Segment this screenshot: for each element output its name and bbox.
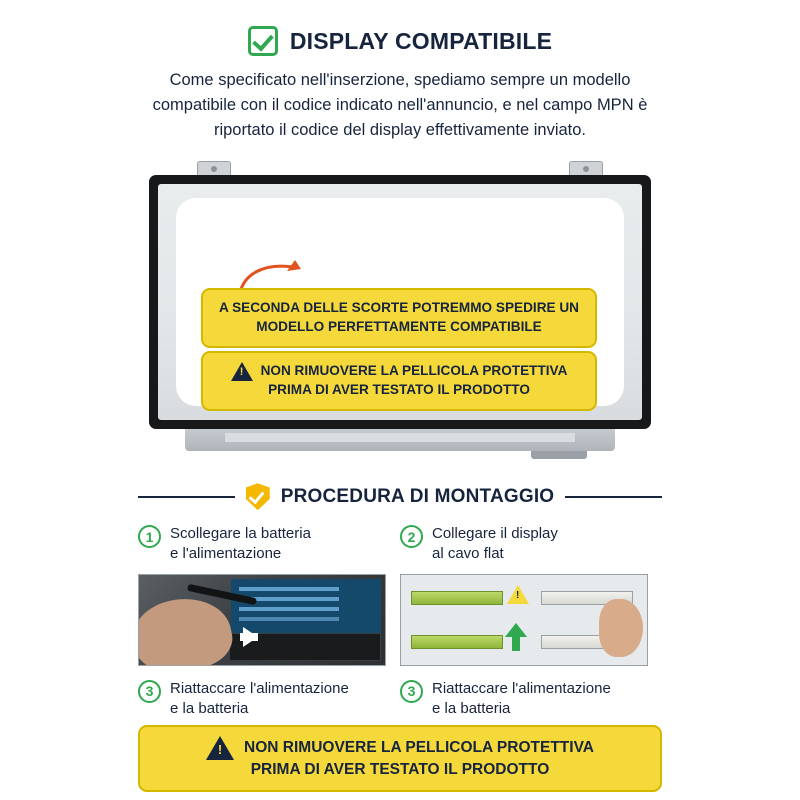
callout-compatible-text: A SECONDA DELLE SCORTE POTREMMO SPEDIRE UN MODELLO PERFETTAMENTE COMPATIBILE: [218, 300, 579, 334]
direction-arrow-icon: [243, 627, 258, 647]
step-line2: al cavo flat: [432, 545, 504, 563]
step-line1: Riattaccare l'alimentazione: [432, 679, 611, 697]
step-number: 1: [138, 525, 161, 548]
hand-graphic: [138, 589, 237, 665]
warning-triangle-icon: [231, 362, 253, 381]
step-line2: e la batteria: [170, 699, 249, 717]
header: [130, 0, 670, 56]
procedure-header: [138, 483, 662, 510]
step-item: [400, 524, 648, 564]
step-line2: e l'alimentazione: [170, 545, 282, 563]
step-line2: e la batteria: [432, 699, 511, 717]
step-number: 3: [138, 680, 161, 703]
warning-triangle-icon: [507, 585, 529, 604]
flat-cable-graphic: [411, 591, 503, 605]
panel-backlight-strip: [185, 429, 615, 451]
photo-flat-cable-connect: [400, 574, 648, 666]
footer-warning-banner: [138, 725, 662, 792]
step-text: [170, 679, 349, 719]
callout-compatible-model: [201, 288, 597, 348]
step-item: [138, 524, 386, 564]
page-title: DISPLAY COMPATIBILE: [289, 27, 553, 54]
procedure-title: PROCEDURA DI MONTAGGIO: [280, 485, 555, 507]
step-item: [138, 679, 386, 719]
step-number: 2: [400, 525, 423, 548]
check-box-icon: [248, 26, 278, 56]
step-column-2: [400, 524, 648, 666]
display-illustration: [149, 161, 651, 461]
callout-protective-film: [201, 351, 597, 411]
step-line1: Riattaccare l'alimentazione: [170, 679, 349, 697]
step-text: [170, 524, 311, 564]
left-margin: [0, 0, 130, 800]
step-text: [432, 524, 558, 564]
step-line1: Collegare il display: [432, 525, 558, 543]
warning-triangle-icon: [206, 736, 234, 760]
photo-battery-disconnect: [138, 574, 386, 666]
callout-film-line1: NON RIMUOVERE LA PELLICOLA PROTETTIVA: [260, 363, 568, 379]
divider-left: [138, 496, 235, 498]
step-column-3: [138, 679, 386, 719]
callout-film-line2: PRIMA DI AVER TESTATO IL PRODOTTO: [268, 382, 530, 398]
hand-graphic: [599, 599, 643, 657]
step-number: 3: [400, 680, 423, 703]
step-column-4: [400, 679, 648, 719]
steps-bottom-row: [130, 679, 670, 719]
intro-paragraph: Come specificato nell'inserzione, spediamo sempre un modello compatibile con il codice indicato nell'annuncio, e nel campo MPN è riportato il codice del display effettivamente inviato.: [152, 71, 648, 140]
step-line1: Scollegare la batteria: [170, 525, 311, 543]
footer-line1: NON RIMUOVERE LA PELLICOLA PROTETTIVA: [244, 738, 594, 756]
flat-cable-graphic: [411, 635, 503, 649]
steps-top-row: [130, 524, 670, 666]
shield-check-icon: [246, 483, 270, 510]
panel-connector: [531, 451, 587, 459]
divider-right: [565, 496, 662, 498]
footer-line2: PRIMA DI AVER TESTATO IL PRODOTTO: [250, 761, 550, 779]
step-column-1: [138, 524, 386, 666]
step-text: [432, 679, 611, 719]
insert-arrow-icon: [505, 623, 527, 637]
step-item: [400, 679, 648, 719]
right-margin: [670, 0, 800, 800]
content-column: [130, 0, 670, 800]
